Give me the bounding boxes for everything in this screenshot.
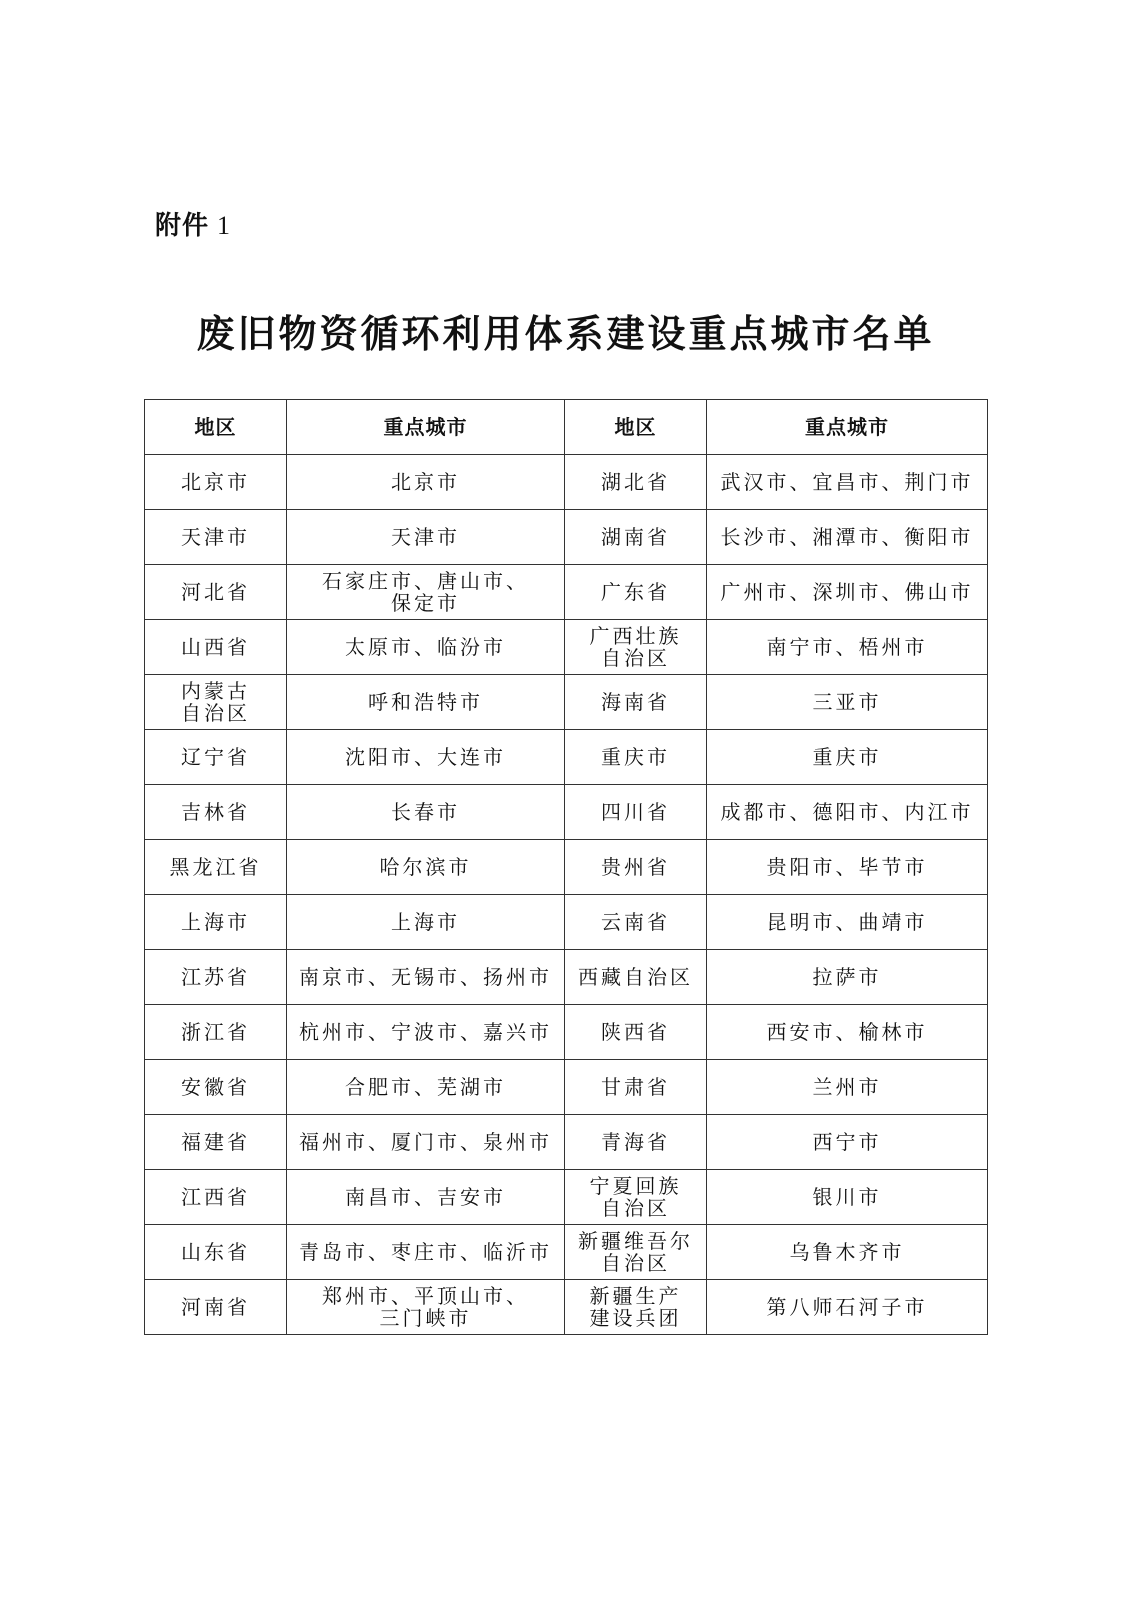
- cities-right-cell: [707, 455, 988, 510]
- region-left-cell: [145, 840, 287, 895]
- header-cities-left: 重点城市: [287, 400, 565, 455]
- region-left-cell-text: 河南省: [181, 1295, 250, 1319]
- cities-left-cell-text: 福州市、厦门市、泉州市: [299, 1130, 552, 1154]
- region-left-cell: [145, 510, 287, 565]
- cities-left-cell-text: 石家庄市、唐山市、 保定市: [322, 569, 529, 615]
- region-right-cell: [565, 675, 707, 730]
- cities-right-cell-text: 长沙市、湘潭市、衡阳市: [720, 525, 974, 549]
- region-left-cell: [145, 950, 287, 1005]
- table-row: [145, 510, 988, 565]
- region-left-cell-text: 吉林省: [181, 800, 250, 824]
- region-left-cell-text: 河北省: [181, 580, 250, 604]
- cities-left-cell: [287, 1115, 565, 1170]
- cities-left-cell-text: 杭州市、宁波市、嘉兴市: [299, 1020, 552, 1044]
- region-left-cell-text: 北京市: [181, 470, 250, 494]
- cities-left-cell-text: 太原市、临汾市: [345, 635, 506, 659]
- region-left-cell-text: 内蒙古 自治区: [181, 679, 250, 725]
- table-row: [145, 565, 988, 620]
- region-right-cell-text: 四川省: [601, 800, 670, 824]
- region-right-cell: [565, 950, 707, 1005]
- cities-right-cell: [707, 950, 988, 1005]
- cities-right-cell-text: 南宁市、梧州市: [766, 635, 928, 659]
- cities-right-cell: [707, 1280, 988, 1335]
- region-left-cell-text: 黑龙江省: [169, 855, 262, 879]
- cities-right-cell-text: 昆明市、曲靖市: [766, 910, 928, 934]
- region-right-cell-text: 陕西省: [601, 1020, 670, 1044]
- region-right-cell-text: 甘肃省: [601, 1075, 670, 1099]
- cities-left-cell-text: 北京市: [391, 470, 460, 494]
- region-right-cell: [565, 1170, 707, 1225]
- table-row: [145, 840, 988, 895]
- cities-right-cell-text: 贵阳市、毕节市: [766, 855, 928, 879]
- region-right-cell: [565, 1280, 707, 1335]
- region-left-cell: [145, 895, 287, 950]
- cities-left-cell: [287, 675, 565, 730]
- cities-right-cell: [707, 510, 988, 565]
- table-row: [145, 675, 988, 730]
- cities-left-cell: [287, 455, 565, 510]
- region-left-cell-text: 浙江省: [181, 1020, 250, 1044]
- cities-left-cell: [287, 785, 565, 840]
- region-right-cell: [565, 895, 707, 950]
- cities-right-cell: [707, 565, 988, 620]
- cities-right-cell-text: 广州市、深圳市、佛山市: [720, 580, 974, 604]
- cities-left-cell: [287, 1225, 565, 1280]
- region-left-cell: [145, 1060, 287, 1115]
- cities-right-cell: [707, 675, 988, 730]
- region-right-cell-text: 重庆市: [601, 745, 670, 769]
- cities-right-cell-text: 兰州市: [812, 1075, 882, 1099]
- header-cities-right: 重点城市: [707, 400, 988, 455]
- cities-right-cell: [707, 1060, 988, 1115]
- attachment-label: [155, 205, 231, 242]
- cities-right-cell-text: 西安市、榆林市: [766, 1020, 928, 1044]
- cities-left-cell-text: 天津市: [391, 525, 460, 549]
- city-list-table: [144, 399, 988, 1335]
- region-left-cell-text: 山西省: [181, 635, 250, 659]
- cities-left-cell: [287, 950, 565, 1005]
- region-left-cell: [145, 675, 287, 730]
- region-right-cell: [565, 1060, 707, 1115]
- region-right-cell-text: 广东省: [601, 580, 670, 604]
- cities-right-cell: [707, 730, 988, 785]
- cities-left-cell-text: 南昌市、吉安市: [345, 1185, 506, 1209]
- region-right-cell: [565, 565, 707, 620]
- region-left-cell-text: 安徽省: [181, 1075, 250, 1099]
- region-right-cell-text: 海南省: [601, 690, 670, 714]
- region-left-cell: [145, 1170, 287, 1225]
- region-left-cell-text: 山东省: [181, 1240, 250, 1264]
- cities-left-cell-text: 长春市: [391, 800, 460, 824]
- cities-left-cell-text: 郑州市、平顶山市、 三门峡市: [322, 1284, 529, 1330]
- table-row: [145, 730, 988, 785]
- region-right-cell-text: 宁夏回族 自治区: [589, 1174, 682, 1220]
- table-row: [145, 1060, 988, 1115]
- cities-right-cell-text: 拉萨市: [812, 965, 882, 989]
- table-header-row: [145, 400, 988, 455]
- cities-left-cell: [287, 620, 565, 675]
- cities-right-cell-text: 成都市、德阳市、内江市: [720, 800, 974, 824]
- region-right-cell: [565, 840, 707, 895]
- region-right-cell-text: 新疆生产 建设兵团: [589, 1284, 682, 1330]
- table-row: [145, 895, 988, 950]
- region-right-cell-text: 青海省: [601, 1130, 670, 1154]
- region-left-cell: [145, 1280, 287, 1335]
- region-left-cell: [145, 565, 287, 620]
- table-row: [145, 785, 988, 840]
- cities-left-cell-text: 沈阳市、大连市: [345, 745, 506, 769]
- region-left-cell: [145, 1005, 287, 1060]
- cities-left-cell: [287, 1005, 565, 1060]
- cities-right-cell-text: 银川市: [812, 1185, 882, 1209]
- cities-left-cell-text: 上海市: [391, 910, 460, 934]
- cities-right-cell: [707, 895, 988, 950]
- region-right-cell: [565, 510, 707, 565]
- region-left-cell-text: 天津市: [181, 525, 250, 549]
- header-region-left: 地区: [145, 400, 287, 455]
- region-right-cell-text: 广西壮族 自治区: [589, 624, 682, 670]
- cities-left-cell: [287, 1170, 565, 1225]
- region-right-cell-text: 西藏自治区: [578, 965, 693, 989]
- cities-right-cell: [707, 1115, 988, 1170]
- cities-right-cell: [707, 1225, 988, 1280]
- cities-right-cell: [707, 1005, 988, 1060]
- region-left-cell: [145, 785, 287, 840]
- cities-left-cell: [287, 840, 565, 895]
- cities-left-cell: [287, 565, 565, 620]
- region-left-cell: [145, 1225, 287, 1280]
- cities-left-cell: [287, 1280, 565, 1335]
- table-body: [145, 455, 988, 1335]
- cities-left-cell: [287, 510, 565, 565]
- cities-left-cell-text: 哈尔滨市: [379, 855, 472, 879]
- table-row: [145, 620, 988, 675]
- region-left-cell: [145, 730, 287, 785]
- cities-right-cell-text: 乌鲁木齐市: [789, 1240, 905, 1264]
- region-right-cell: [565, 620, 707, 675]
- region-right-cell: [565, 1225, 707, 1280]
- region-right-cell: [565, 1115, 707, 1170]
- cities-right-cell: [707, 1170, 988, 1225]
- region-right-cell: [565, 1005, 707, 1060]
- region-right-cell: [565, 455, 707, 510]
- region-left-cell: [145, 455, 287, 510]
- table-row: [145, 1225, 988, 1280]
- cities-right-cell: [707, 785, 988, 840]
- table-row: [145, 1005, 988, 1060]
- cities-right-cell-text: 三亚市: [812, 690, 882, 714]
- cities-right-cell-text: 重庆市: [812, 745, 882, 769]
- region-left-cell-text: 江西省: [181, 1185, 250, 1209]
- cities-right-cell-text: 西宁市: [812, 1130, 882, 1154]
- region-left-cell: [145, 1115, 287, 1170]
- region-left-cell-text: 辽宁省: [181, 745, 250, 769]
- region-right-cell-text: 云南省: [601, 910, 670, 934]
- region-right-cell-text: 湖南省: [601, 525, 670, 549]
- cities-right-cell: [707, 840, 988, 895]
- page-title: 废旧物资循环利用体系建设重点城市名单: [196, 312, 935, 356]
- table-row: [145, 455, 988, 510]
- region-left-cell: [145, 620, 287, 675]
- region-right-cell: [565, 730, 707, 785]
- cities-left-cell-text: 青岛市、枣庄市、临沂市: [299, 1240, 552, 1264]
- attachment-number: 1: [217, 211, 232, 240]
- cities-left-cell-text: 南京市、无锡市、扬州市: [299, 965, 552, 989]
- region-left-cell-text: 福建省: [181, 1130, 250, 1154]
- table-row: [145, 1280, 988, 1335]
- cities-left-cell: [287, 895, 565, 950]
- region-left-cell-text: 江苏省: [181, 965, 250, 989]
- cities-right-cell: [707, 620, 988, 675]
- cities-left-cell: [287, 1060, 565, 1115]
- region-left-cell-text: 上海市: [181, 910, 250, 934]
- cities-left-cell-text: 合肥市、芜湖市: [345, 1075, 506, 1099]
- table-row: [145, 1170, 988, 1225]
- region-right-cell: [565, 785, 707, 840]
- cities-right-cell-text: 第八师石河子市: [766, 1295, 928, 1319]
- header-region-right: 地区: [565, 400, 707, 455]
- attachment-label-text: 附件: [155, 211, 210, 241]
- table-row: [145, 950, 988, 1005]
- region-right-cell-text: 新疆维吾尔 自治区: [578, 1229, 693, 1275]
- cities-right-cell-text: 武汉市、宜昌市、荆门市: [720, 470, 974, 494]
- cities-left-cell-text: 呼和浩特市: [368, 690, 483, 714]
- region-right-cell-text: 湖北省: [601, 470, 670, 494]
- cities-left-cell: [287, 730, 565, 785]
- region-right-cell-text: 贵州省: [601, 855, 670, 879]
- table-row: [145, 1115, 988, 1170]
